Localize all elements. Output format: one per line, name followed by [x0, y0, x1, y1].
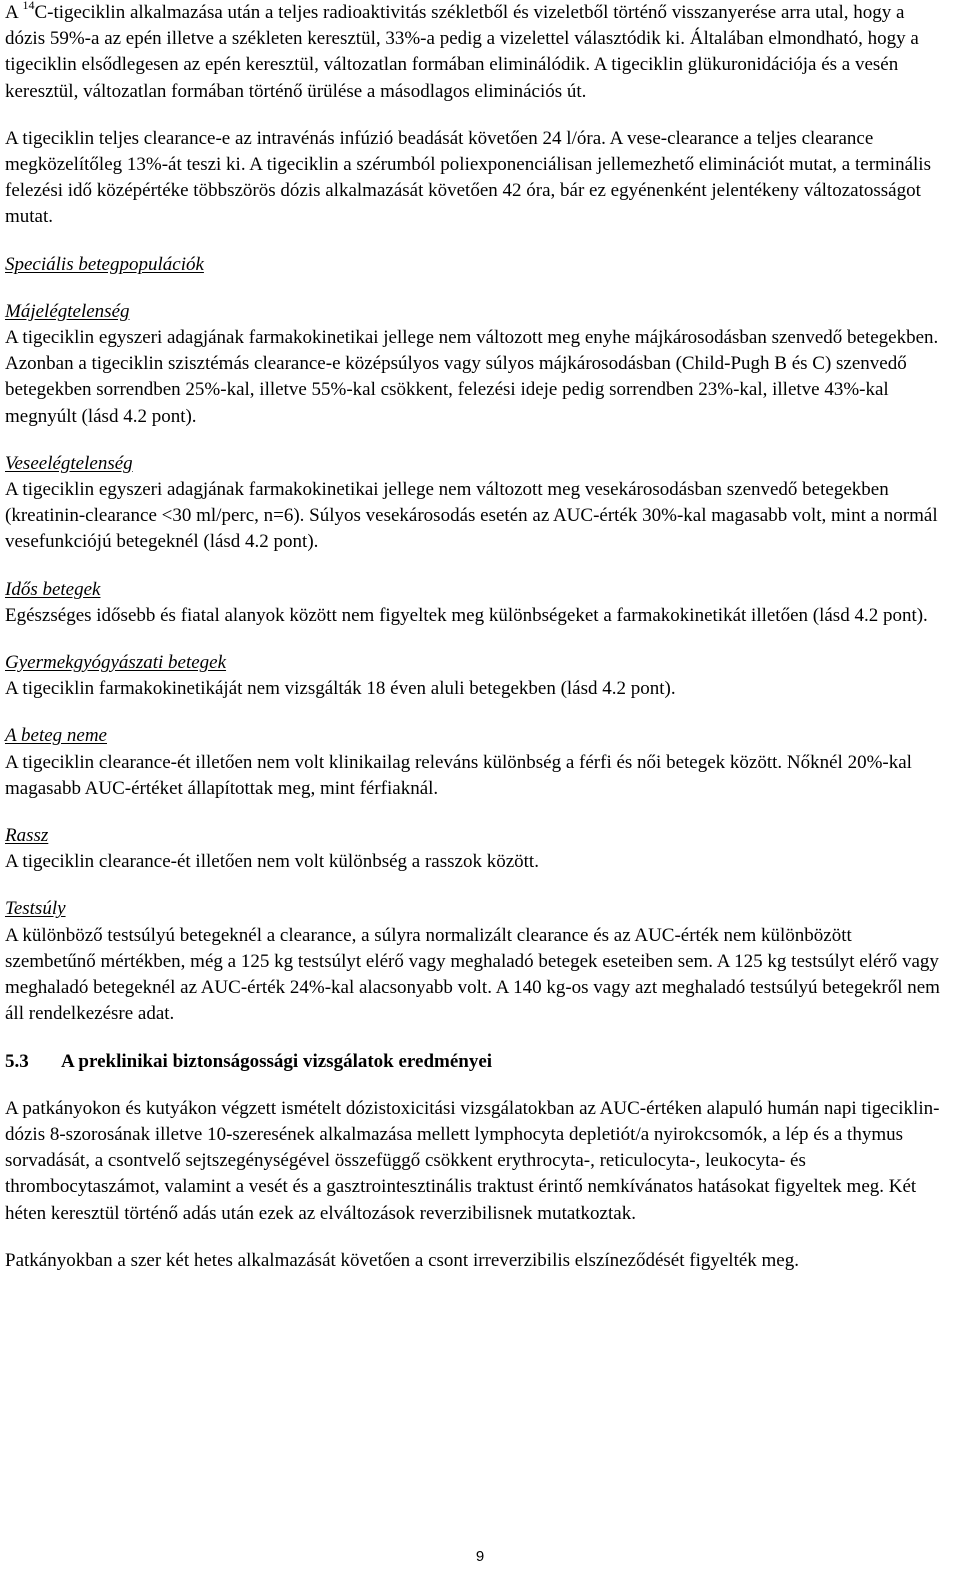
page-number: 9	[475, 1548, 485, 1565]
section-title-elderly: Idős betegek	[5, 578, 101, 600]
section-title-gender: A beteg neme	[5, 725, 107, 747]
paragraph-text: C-tigeciklin alkalmazása után a teljes radioaktivitás székletből és vizeletből történő visszanyerése arra utal, hogy a dózis 59%-a az epén illetve a székleten keresztül, 33%-a pedig a vizelettel választódik ki. Általában elmondható, hogy a tigeciklin elsődlegesen az epén keresztül, változatlan formában eliminálódik. A tigeciklin glükuronidációja és a vesén keresztül, változatlan formában történő ürülése a másodlagos eliminációs út.	[5, 2, 919, 102]
section-body-pediatric: A tigeciklin farmakokinetikáját nem vizsgálták 18 éven aluli betegekben (lásd 4.2 pont).	[5, 678, 676, 700]
section-title-hepatic: Májelégtelenség	[5, 300, 130, 322]
paragraph-preclinical-toxicity: A patkányokon és kutyákon végzett ismételt dózistoxicitási vizsgálatokban az AUC-értéken alapuló humán napi tigeciklin-dózis 8-szorosának illetve 10-szeresének alkalmazása mellett lymphocyta depletiót/a nyirokcsomók, a lép és a thymus sorvadását, a csontvelő sejtszegénységével összefüggő csökkent erythrocyta-, reticulocyta-, leukocyta- és thrombocytaszámot, valamint a vesét és a gasztrointesztinális traktust érintő nemkívánatos hatásokat figyeltek meg. Két héten keresztül történő adás után ezek az elváltozások reverzibilisnek mutatkoztak.	[5, 1097, 940, 1224]
section-title-special-populations: Speciális betegpopulációk	[5, 253, 204, 275]
section-body-renal: A tigeciklin egyszeri adagjának farmakokinetikai jellege nem változott meg vesekárosodásban szenvedő betegekben (kreatinin-clearance <30 ml/perc, n=6). Súlyos vesekárosodás esetén az AUC-érték 30%-kal magasabb volt, mint a normál vesefunkciójú betegeknél (lásd 4.2 pont).	[5, 479, 938, 553]
section-title-renal: Veseelégtelenség	[5, 452, 133, 474]
paragraph-clearance: A tigeciklin teljes clearance-e az intravénás infúzió beadását követően 24 l/óra. A vese-clearance a teljes clearance megközelítőleg 13%-át teszi ki. A tigeciklin a szérumból poliexponenciálisan jellemezhető eliminációt mutat, a terminális felezési idő középértéke többszörös dózis alkalmazását követően 42 óra, bár ez egyénenként jelentékeny változatosságot mutat.	[5, 127, 931, 228]
section-title-pediatric: Gyermekgyógyászati betegek	[5, 652, 227, 674]
section-title-race: Rassz	[5, 825, 49, 847]
section-title-body-weight: Testsúly	[5, 898, 66, 920]
paragraph-prefix: A	[5, 2, 23, 23]
section-heading-5-3	[5, 1049, 945, 1075]
section-body-hepatic: A tigeciklin egyszeri adagjának farmakokinetikai jellege nem változott meg enyhe májkárosodásban szenvedő betegekben. Azonban a tigeciklin szisztémás clearance-e középsúlyos vagy súlyos májkárosodásban (Child-Pugh B és C) szenvedő betegekben sorrendben 25%-kal, illetve 55%-kal csökkent, felezési ideje pedig sorrendben 23%-kal, illetve 43%-kal megnyúlt (lásd 4.2 pont).	[5, 327, 939, 427]
paragraph-preclinical-bone: Patkányokban a szer két hetes alkalmazását követően a csont irreverzibilis elszíneződését figyelték meg.	[5, 1249, 799, 1271]
section-body-race: A tigeciklin clearance-ét illetően nem volt különbség a rasszok között.	[5, 851, 539, 873]
section-body-elderly: Egészséges idősebb és fiatal alanyok között nem figyeltek meg különbségeket a farmakokinetikát illetően (lásd 4.2 pont).	[5, 604, 928, 626]
section-number: 5.3	[5, 1050, 29, 1072]
superscript-isotope: 14	[22, 0, 35, 12]
document-page	[5, 0, 945, 1274]
paragraph-elimination	[5, 0, 945, 105]
section-body-body-weight: A különböző testsúlyú betegeknél a clearance, a súlyra normalizált clearance és az AUC-érték nem különbözött szembetűnő mértékben, még a 125 kg testsúlyt elérő vagy meghaladó betegek eseteiben sem. A 125 kg testsúlyt elérő vagy meghaladó betegeknél az AUC-érték 24%-kal alacsonyabb volt. A 140 kg-os vagy azt meghaladó testsúlyú betegekről nem áll rendelkezésre adat.	[5, 924, 940, 1025]
section-body-gender: A tigeciklin clearance-ét illetően nem volt klinikailag releváns különbség a férfi és női betegek között. Nőknél 20%-kal magasabb AUC-értéket állapítottak meg, mint férfiaknál.	[5, 751, 912, 799]
section-heading-title: A preklinikai biztonságossági vizsgálatok eredményei	[61, 1050, 493, 1072]
